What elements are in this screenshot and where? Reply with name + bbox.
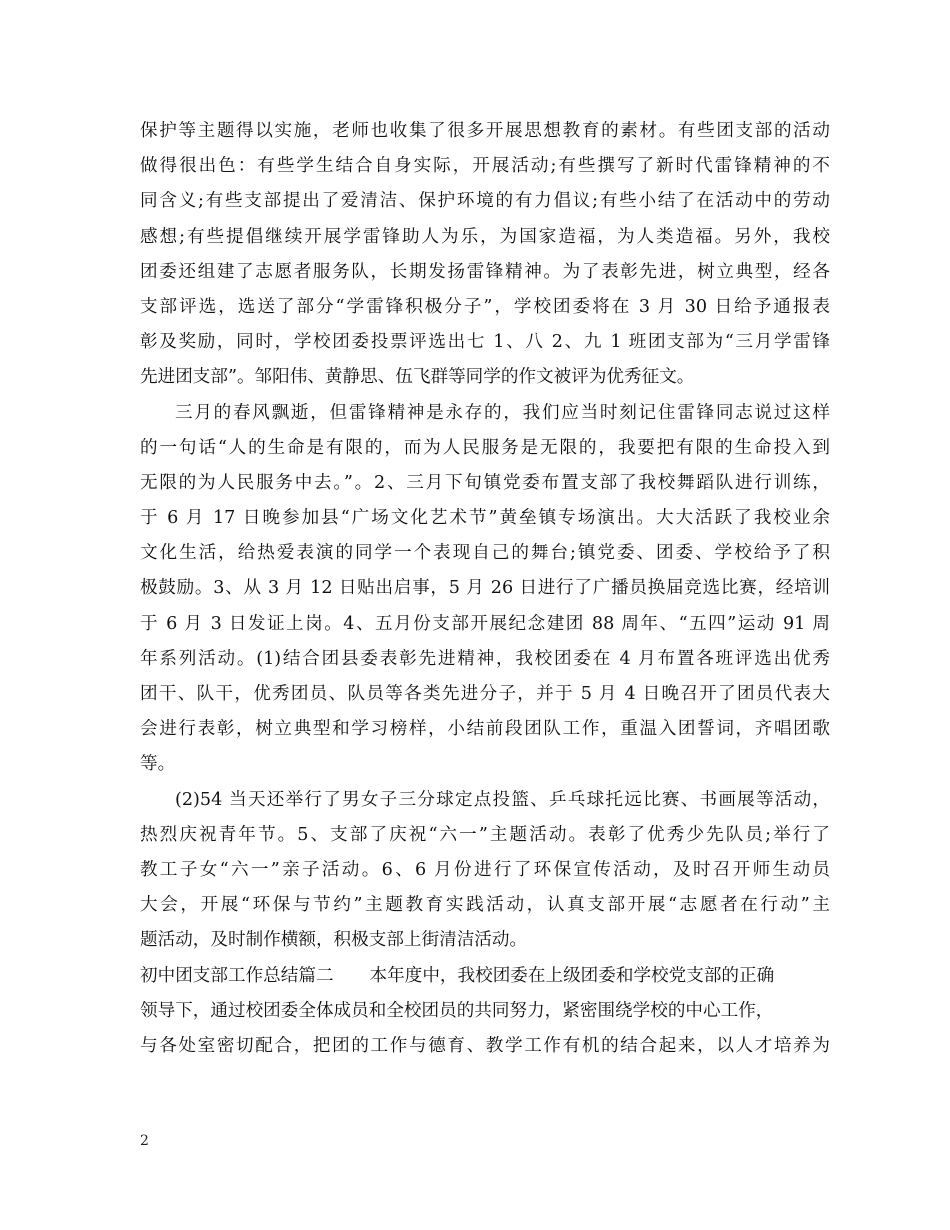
text-line: 热烈庆祝青年节。5、支部了庆祝“六一”主题活动。表彰了优秀少先队员;举行了: [140, 824, 830, 845]
text-line: 年系列活动。(1)结合团县委表彰先进精神，我校团委在 4 月布置各班评选出优秀: [140, 648, 830, 669]
text-line: 于 6 月 3 日发证上岗。4、五月份支部开展纪念建团 88 周年、“五四”运动 91 周: [140, 613, 830, 634]
paragraph-start-line: (2)54 当天还举行了男女子三分球定点投篮、乒乓球托远比赛、书画展等活动，: [175, 789, 830, 810]
document-body: [140, 114, 830, 1064]
text-line: 与各处室密切配合，把团的工作与德育、教学工作有机的结合起来，以人才培养为: [140, 1035, 830, 1056]
text-line: 领导下，通过校团委全体成员和全校团员的共同努力，紧密围绕学校的中心工作，: [140, 1000, 774, 1021]
text-line: 教工子女“六一”亲子活动。6、6 月份进行了环保宣传活动，及时召开师生动员: [140, 859, 830, 880]
page-number: 2: [140, 1133, 149, 1149]
text-line: 于 6 月 17 日晚参加县“广场文化艺术节”黄垒镇专场演出。大大活跃了我校业余: [140, 508, 830, 529]
paragraph-start-line: 三月的春风飘逝，但雷锋精神是永存的，我们应当时刻记住雷锋同志说过这样: [175, 402, 830, 423]
text-line: 题活动，及时制作横额，积极支部上街清洁活动。: [140, 930, 528, 951]
section-intro-text: 本年度中，我校团委在上级团委和学校党支部的正确: [369, 965, 775, 986]
text-line: 无限的为人民服务中去。”。2、三月下旬镇党委布置支部了我校舞蹈队进行训练，: [140, 472, 830, 493]
text-line: 彰及奖励，同时，学校团委投票评选出七 1、八 2、九 1 班团支部为“三月学雷锋: [140, 332, 830, 353]
text-line: 团干、队干，优秀团员、队员等各类先进分子，并于 5 月 4 日晚召开了团员代表大: [140, 684, 830, 704]
text-line: 保护等主题得以实施，老师也收集了很多开展思想教育的素材。有些团支部的活动: [140, 121, 830, 141]
text-line: 会进行表彰，树立典型和学习榜样，小结前段团队工作，重温入团誓词，齐唱团歌: [140, 719, 830, 740]
text-line: 先进团支部”。邹阳伟、黄静思、伍飞群等同学的作文被评为优秀征文。: [140, 367, 695, 388]
text-line: 感想;有些提倡继续开展学雷锋助人为乐，为国家造福，为人类造福。另外，我校: [140, 226, 830, 247]
text-line: 极鼓励。3、从 3 月 12 日贴出启事，5 月 26 日进行了广播员换届竞选比赛，经培训: [140, 578, 830, 599]
section-heading-line: [140, 959, 830, 994]
section-heading: 初中团支部工作总结篇二: [140, 965, 334, 986]
text-line: 文化生活，给热爱表演的同学一个表现自己的舞台;镇党委、团委、学校给予了积: [140, 543, 830, 564]
text-line: 团委还组建了志愿者服务队，长期发扬雷锋精神。为了表彰先进，树立典型，经各: [140, 261, 830, 282]
text-line: 等。: [140, 754, 176, 775]
text-line: 做得很出色：有些学生结合自身实际，开展活动;有些撰写了新时代雷锋精神的不: [140, 156, 830, 177]
text-line: 支部评选，选送了部分“学雷锋积极分子”，学校团委将在 3 月 30 日给予通报表: [140, 296, 830, 317]
text-line: 的一句话“人的生命是有限的，而为人民服务是无限的，我要把有限的生命投入到: [140, 437, 830, 458]
text-line: 大会，开展“环保与节约”主题教育实践活动，认真支部开展“志愿者在行动”主: [140, 895, 830, 916]
text-line: 同含义;有些支部提出了爱清洁、保护环境的有力倡议;有些小结了在活动中的劳动: [140, 191, 830, 212]
